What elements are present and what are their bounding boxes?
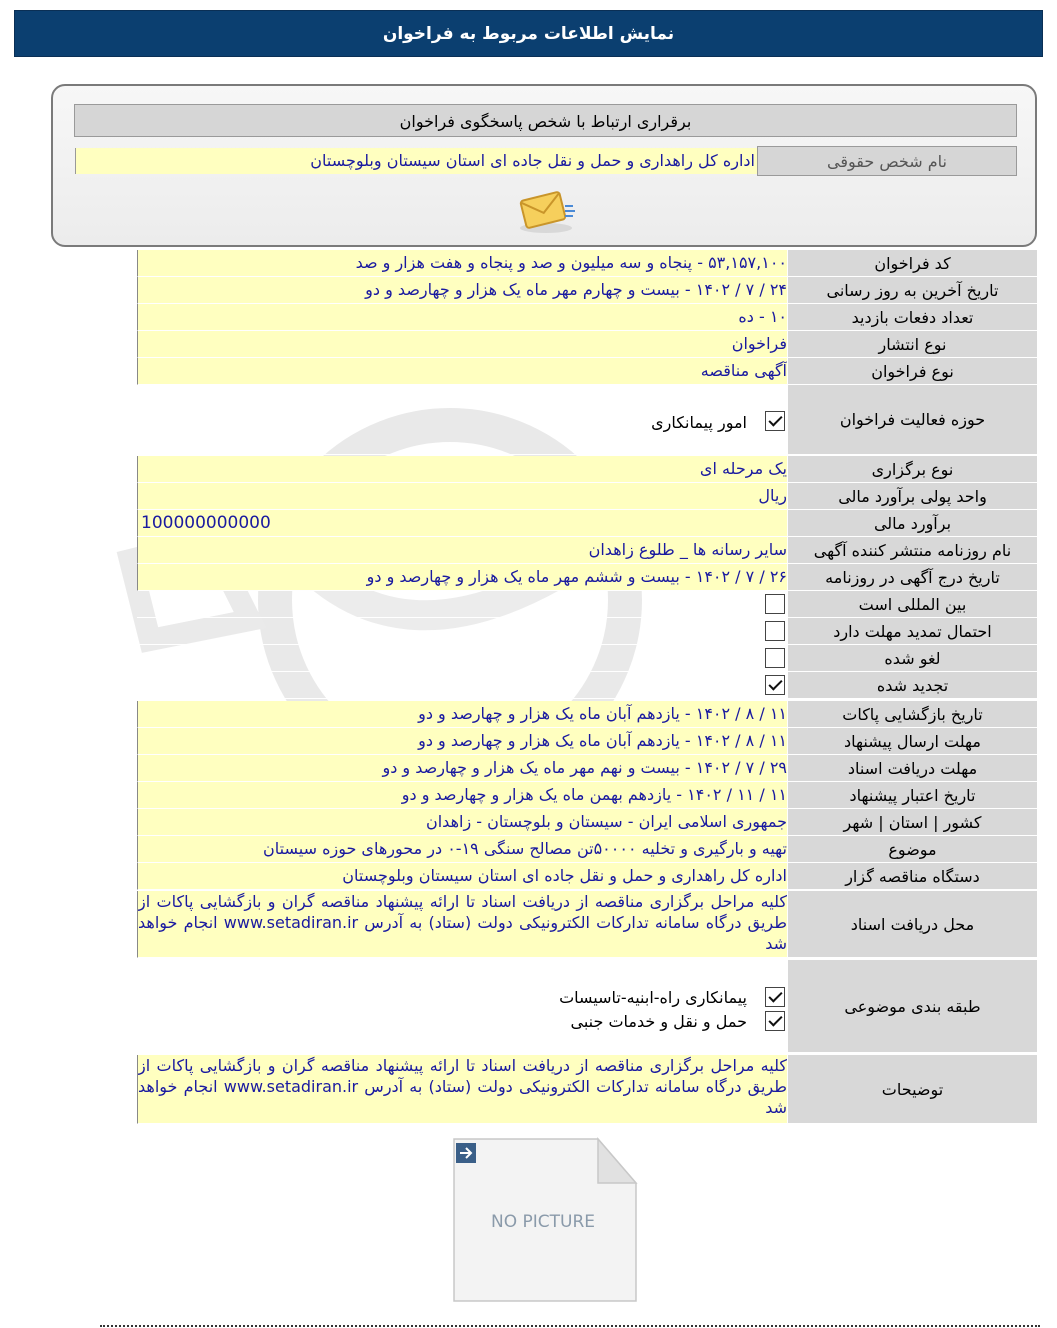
row-value: یک مرحله ای — [137, 456, 787, 483]
row-label: تجدید شده — [788, 672, 1037, 699]
category-checkbox[interactable] — [765, 1011, 785, 1031]
row-label: موضوع — [788, 836, 1037, 863]
row-value — [137, 960, 787, 1053]
row-label: مهلت ارسال پیشنهاد — [788, 728, 1037, 755]
row-value: کلیه مراحل برگزاری مناقصه از دریافت اسناد تا ارائه پیشنهاد مناقصه گران و بازگشایی پاکات از طریق درگاه سامانه تدارکات الکترونیکی دولت (ستاد) به آدرس www.setadiran.ir انجام خواهد شد — [137, 891, 787, 958]
row-open-date — [136, 701, 1037, 728]
row-label: نوع انتشار — [788, 331, 1037, 358]
row-subject — [136, 836, 1037, 863]
row-ad-date — [136, 564, 1037, 591]
page-header — [14, 10, 1043, 57]
row-publish-type — [136, 331, 1037, 358]
row-last-update — [136, 277, 1037, 304]
row-label: کشور | استان | شهر — [788, 809, 1037, 836]
international-checkbox[interactable] — [765, 594, 785, 614]
row-value: ۱۰ - ده — [137, 304, 787, 331]
category-option: پیمانکاری راه-ابنیه-تاسیسات — [559, 988, 747, 1007]
activity-checkbox[interactable] — [765, 411, 785, 431]
legal-person-label: نام شخص حقوقی — [757, 146, 1017, 176]
row-activity — [136, 385, 1037, 455]
row-doc-deadline — [136, 755, 1037, 782]
row-label: نوع فراخوان — [788, 358, 1037, 385]
row-label: بین المللی است — [788, 591, 1037, 618]
divider — [100, 1325, 1040, 1327]
row-international — [136, 591, 1037, 618]
contact-panel — [51, 84, 1037, 247]
row-value: سایر رسانه ها _ طلوع زاهدان — [137, 537, 787, 564]
cancelled-checkbox[interactable] — [765, 648, 785, 668]
page-title: نمایش اطلاعات مربوط به فراخوان — [382, 24, 675, 44]
row-label: تاریخ درج آگهی در روزنامه — [788, 564, 1037, 591]
row-location — [136, 809, 1037, 836]
row-label: تاریخ آخرین به روز رسانی — [788, 277, 1037, 304]
activity-option: امور پیمانکاری — [651, 413, 747, 432]
row-value: ۱۱ / ۸ / ۱۴۰۲ - یازدهم آبان ماه یک هزار و چهارصد و دو — [137, 728, 787, 755]
row-value: ریال — [137, 483, 787, 510]
legal-person-value: اداره کل راهداری و حمل و نقل جاده ای استان سیستان وبلوچستان — [75, 148, 757, 174]
contact-title: برقراری ارتباط با شخص پاسخگوی فراخوان — [74, 104, 1017, 137]
row-call-type — [136, 358, 1037, 385]
row-label: نام روزنامه منتشر کننده آگهی — [788, 537, 1037, 564]
row-value — [137, 645, 787, 672]
extension-checkbox[interactable] — [765, 621, 785, 641]
row-value: جمهوری اسلامی ایران - سیستان و بلوچستان - زاهدان — [137, 809, 787, 836]
no-picture-image — [450, 1135, 640, 1305]
renewed-checkbox[interactable] — [765, 675, 785, 695]
row-value: ۱۱ / ۸ / ۱۴۰۲ - یازدهم آبان ماه یک هزار و چهارصد و دو — [137, 701, 787, 728]
row-value — [137, 591, 787, 618]
row-value: ۲۹ / ۷ / ۱۴۰۲ - بیست و نهم مهر ماه یک هزار و چهارصد و دو — [137, 755, 787, 782]
row-label: لغو شده — [788, 645, 1037, 672]
category-checkbox[interactable] — [765, 987, 785, 1007]
row-visits — [136, 304, 1037, 331]
row-label: کد فراخوان — [788, 250, 1037, 277]
row-extension — [136, 618, 1037, 645]
row-currency — [136, 483, 1037, 510]
row-label: تعداد دفعات بازدید — [788, 304, 1037, 331]
row-label: تاریخ اعتبار پیشنهاد — [788, 782, 1037, 809]
row-label: احتمال تمدید مهلت دارد — [788, 618, 1037, 645]
row-label: نوع برگزاری — [788, 456, 1037, 483]
row-organizer — [136, 863, 1037, 890]
row-label: محل دریافت اسناد — [788, 891, 1037, 958]
row-value: فراخوان — [137, 331, 787, 358]
row-value: ۲۴ / ۷ / ۱۴۰۲ - بیست و چهارم مهر ماه یک هزار و چهارصد و دو — [137, 277, 787, 304]
row-value: کلیه مراحل برگزاری مناقصه از دریافت اسناد تا ارائه پیشنهاد مناقصه گران و بازگشایی پاکات از طریق درگاه سامانه تدارکات الکترونیکی دولت (ستاد) به آدرس www.setadiran.ir انجام خواهد شد — [137, 1055, 787, 1124]
row-value: ۱۱ / ۱۱ / ۱۴۰۲ - یازدهم بهمن ماه یک هزار و چهارصد و دو — [137, 782, 787, 809]
envelope-icon[interactable] — [513, 188, 579, 236]
row-label: دستگاه مناقصه گزار — [788, 863, 1037, 890]
row-value: ۵۳,۱۵۷,۱۰۰ - پنجاه و سه میلیون و صد و پنجاه و هفت هزار و صد — [137, 250, 787, 277]
category-option: حمل و نقل و خدمات جنبی — [570, 1012, 747, 1031]
no-picture-text: NO PICTURE — [490, 1212, 596, 1232]
row-hold-type — [136, 456, 1037, 483]
row-value — [137, 385, 787, 455]
row-value: تهیه و بارگیری و تخلیه ۵۰۰۰۰تن مصالح سنگی ۱۹-۰ در محورهای حوزه سیستان — [137, 836, 787, 863]
row-value — [137, 672, 787, 699]
row-label: مهلت دریافت اسناد — [788, 755, 1037, 782]
row-renewed — [136, 672, 1037, 699]
row-label: توضیحات — [788, 1055, 1037, 1124]
row-label: حوزه فعالیت فراخوان — [788, 385, 1037, 455]
row-description — [136, 1055, 1037, 1124]
row-label: واحد پولی برآورد مالی — [788, 483, 1037, 510]
row-validity — [136, 782, 1037, 809]
row-doc-place — [136, 891, 1037, 958]
row-estimate — [136, 510, 1037, 537]
row-label: تاریخ بازگشایی پاکات — [788, 701, 1037, 728]
row-value: اداره کل راهداری و حمل و نقل جاده ای استان سیستان وبلوچستان — [137, 863, 787, 890]
row-cancelled — [136, 645, 1037, 672]
row-value — [137, 618, 787, 645]
row-value: آگهی مناقصه — [137, 358, 787, 385]
row-label: برآورد مالی — [788, 510, 1037, 537]
row-category — [136, 960, 1037, 1053]
row-newspaper — [136, 537, 1037, 564]
row-label: طبقه بندی موضوعی — [788, 960, 1037, 1053]
row-submit-deadline — [136, 728, 1037, 755]
row-value: ۲۶ / ۷ / ۱۴۰۲ - بیست و ششم مهر ماه یک هزار و چهارصد و دو — [137, 564, 787, 591]
row-code — [136, 250, 1037, 277]
row-value: 100000000000 — [137, 510, 787, 537]
